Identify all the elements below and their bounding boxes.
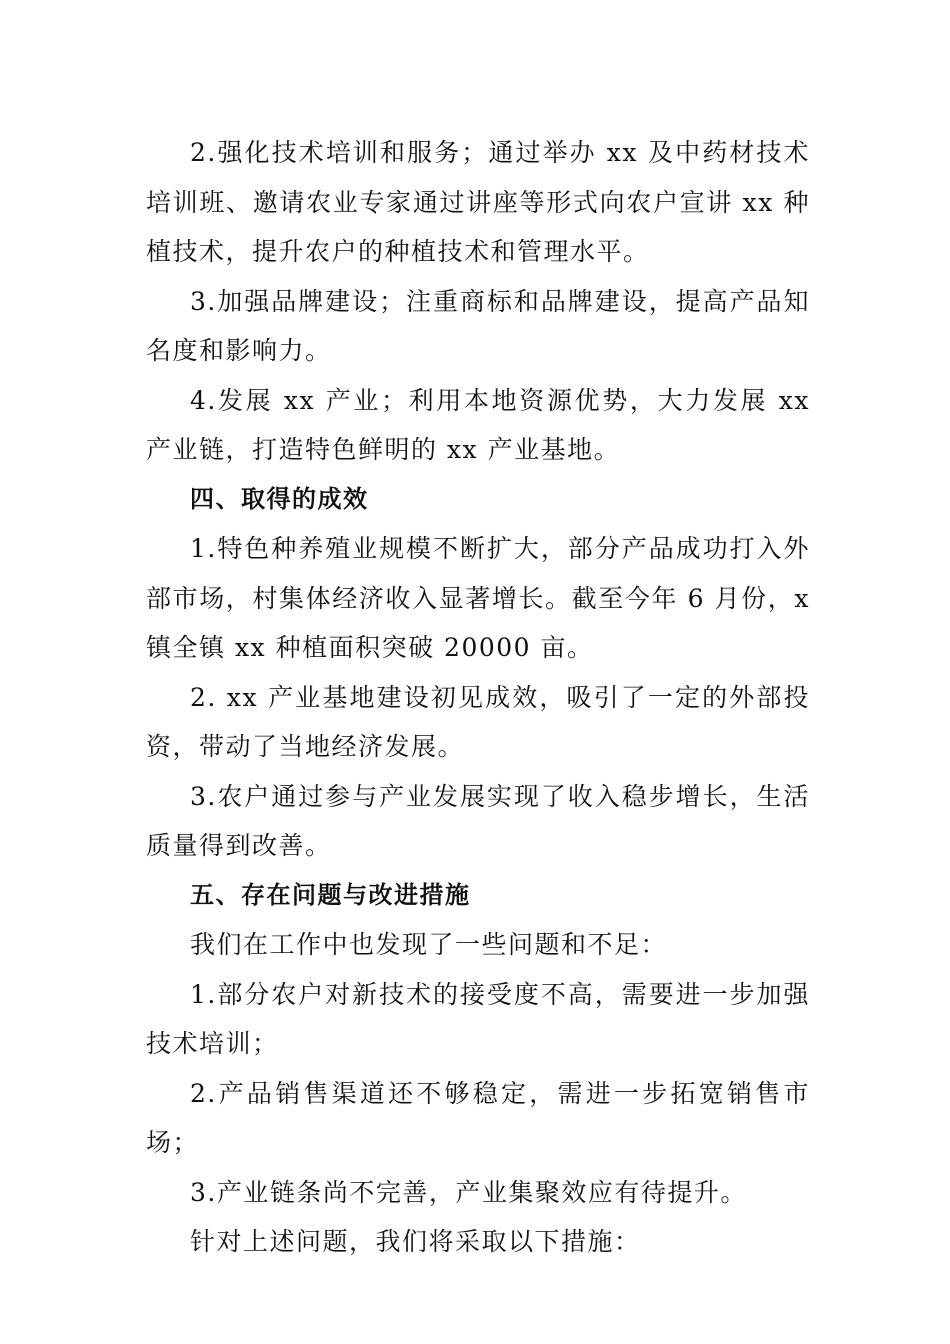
paragraph-problems-intro: 我们在工作中也发现了一些问题和不足： [190, 930, 668, 959]
paragraph-problem-1: 1.部分农户对新技术的接受度不高，需要进一步加强技术培训； [146, 979, 810, 1058]
paragraph-achievement-3: 3.农户通过参与产业发展实现了收入稳步增长，生活质量得到改善。 [146, 781, 810, 860]
paragraph-problem-2: 2.产品销售渠道还不够稳定，需进一步拓宽销售市场； [146, 1078, 810, 1157]
paragraph-achievement-1: 1.特色种养殖业规模不断扩大，部分产品成功打入外部市场，村集体经济收入显著增长。截至今年 6 月份，x 镇全镇 xx 种植面积突破 20000 亩。 [146, 534, 810, 662]
paragraph-branding: 3.加强品牌建设；注重商标和品牌建设，提高产品知名度和影响力。 [146, 286, 810, 365]
paragraph-measures-intro: 针对上述问题，我们将采取以下措施： [190, 1227, 641, 1256]
paragraph-achievement-2: 2. xx 产业基地建设初见成效，吸引了一定的外部投资，带动了当地经济发展。 [146, 682, 810, 761]
paragraph-training: 2.强化技术培训和服务；通过举办 xx 及中药材技术培训班、邀请农业专家通过讲座等形式向农户宣讲 xx 种植技术，提升农户的种植技术和管理水平。 [146, 138, 810, 266]
paragraph-industry: 4.发展 xx 产业；利用本地资源优势，大力发展 xx 产业链，打造特色鲜明的 xx 产业基地。 [146, 385, 810, 464]
paragraph-problem-3: 3.产业链条尚不完善，产业集聚效应有待提升。 [190, 1177, 747, 1207]
section-heading-problems: 五、存在问题与改进措施 [190, 880, 471, 909]
document-body [146, 128, 810, 1267]
section-heading-achievements: 四、取得的成效 [190, 484, 369, 513]
